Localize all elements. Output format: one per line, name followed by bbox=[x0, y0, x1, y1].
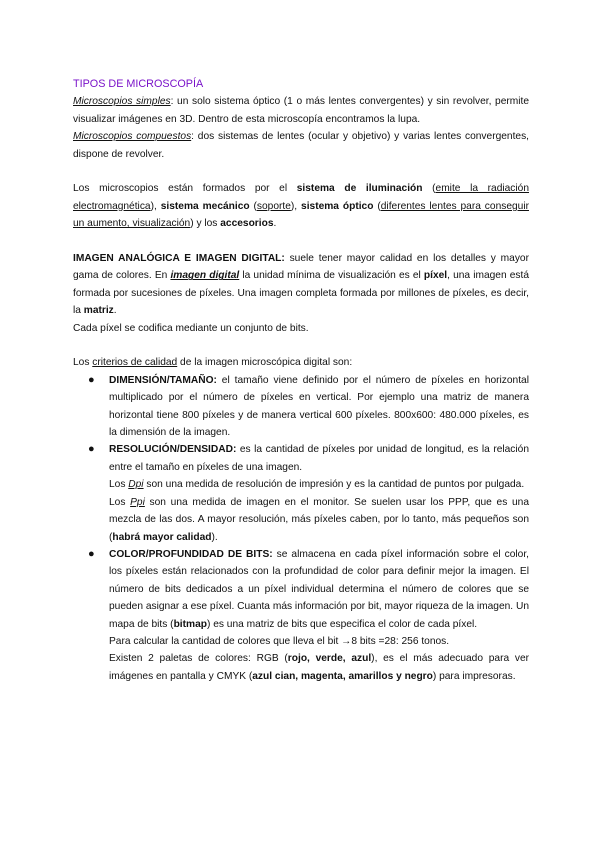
heading-color: COLOR/PROFUNDIDAD DE BITS: bbox=[109, 548, 273, 560]
term-optical-system: sistema óptico bbox=[301, 200, 374, 212]
paragraph-compound-microscopes bbox=[73, 128, 529, 163]
list-item-color bbox=[73, 546, 529, 685]
text: ) para impresoras. bbox=[432, 670, 516, 682]
text: ( bbox=[373, 200, 381, 212]
text: Existen 2 paletas de colores: RGB ( bbox=[109, 653, 288, 665]
paragraph-quality-criteria bbox=[73, 354, 529, 371]
term-dpi: Dpi bbox=[128, 479, 144, 491]
term-digital-image: imagen digital bbox=[170, 270, 240, 282]
paragraph-simple-microscopes bbox=[73, 93, 529, 128]
text: se almacena en cada píxel información sobre el color, los píxeles están relacionados con la profundidad de color para definir mejor la imagen. El número de bits dedicados a un píxel individual determina el número de colores que se pueden asignar a ese píxel. Cuanta más información por bit, mayor riqueza de la imagen. Un mapa de bits ( bbox=[109, 548, 529, 630]
list-item-dimension bbox=[73, 372, 529, 442]
text: Los bbox=[109, 496, 131, 508]
heading-dimension: DIMENSIÓN/TAMAÑO: bbox=[109, 374, 217, 386]
spacer bbox=[73, 233, 529, 250]
text: el tamaño viene definido por el número de píxeles en horizontal multiplicado por el número de píxeles en vertical. Por ejemplo una matriz de manera horizontal tiene 800 píxeles y de manera vertical 600 píxeles. 800x600: 480.000 píxeles, es la dimensión de la imagen. bbox=[109, 374, 529, 439]
text: Los bbox=[73, 357, 93, 369]
page-title: TIPOS DE MICROSCOPÍA bbox=[73, 78, 204, 90]
note-lenses: diferentes lentes para conseguir un aumento, visualización bbox=[73, 200, 529, 230]
text: : un solo sistema óptico (1 o más lentes convergentes) y sin revolver, permite visualizar imágenes en 3D. Dentro de esta microscopía encontramos la lupa. bbox=[73, 96, 529, 125]
bullet-icon: ● bbox=[88, 443, 95, 456]
bullet-icon: ● bbox=[88, 373, 95, 386]
term-simple-microscopes: Microscopios simples bbox=[73, 96, 171, 108]
text-color-calc: Para calcular la cantidad de colores que lleva el bit →8 bits =28: 256 tonos. bbox=[109, 635, 450, 647]
document-content bbox=[73, 76, 529, 685]
term-compound-microscopes: Microscopios compuestos bbox=[73, 131, 192, 143]
text-dimension bbox=[109, 372, 529, 442]
term-accessories: accesorios bbox=[220, 218, 274, 230]
text-color bbox=[109, 546, 529, 633]
list-item-resolution bbox=[73, 441, 529, 545]
text: : dos sistemas de lentes (ocular y objetivo) y varias lentes convergentes, dispone de revolver. bbox=[73, 131, 530, 160]
term-illumination-system: sistema de iluminación bbox=[296, 183, 423, 195]
text: , una imagen está formada por sucesiones de píxeles. Una imagen completa formada por millones de píxeles, es decir, la bbox=[73, 270, 529, 317]
paragraph-pixel-bits: Cada píxel se codifica mediante un conjunto de bits. bbox=[73, 322, 309, 334]
text: ( bbox=[249, 200, 257, 212]
paragraph-components bbox=[73, 180, 529, 232]
term-mechanical-system: sistema mecánico bbox=[160, 200, 250, 212]
note-radiation: emite la radiación electromagnética bbox=[73, 183, 529, 212]
heading-resolution: RESOLUCIÓN/DENSIDAD: bbox=[109, 444, 237, 456]
text-resolution bbox=[109, 441, 529, 476]
term-pixel: píxel bbox=[423, 270, 448, 282]
text: ) es una matriz de bits que especifica el color de cada píxel. bbox=[206, 618, 478, 630]
text: son una medida de resolución de impresión y es la cantidad de puntos por pulgada. bbox=[143, 479, 525, 491]
text-ppi bbox=[109, 494, 529, 546]
text: ), bbox=[290, 200, 302, 212]
text: son una medida de imagen en el monitor. Se suelen usar los PPP, que es una mezcla de las dos. A mayor resolución, más píxeles caben, por lo tanto, más pequeños son ( bbox=[109, 496, 529, 543]
paragraph-analog-digital bbox=[73, 250, 529, 320]
text: ), es el más adecuado para ver imágenes en pantalla y CMYK ( bbox=[109, 653, 530, 682]
text: Los microscopios están formados por el bbox=[73, 183, 297, 195]
text: suele tener mayor calidad en los detalles y mayor gama de colores. En bbox=[73, 253, 529, 282]
term-bitmap: bitmap bbox=[173, 618, 207, 630]
text: . bbox=[113, 305, 117, 317]
text: Los bbox=[109, 479, 129, 491]
text: es la cantidad de píxeles por unidad de longitud, es la relación entre el tamaño en píxeles de una imagen. bbox=[109, 444, 529, 473]
text: ) y los bbox=[190, 218, 221, 230]
bullet-icon: ● bbox=[88, 547, 95, 560]
text: . bbox=[273, 218, 277, 230]
term-cmyk-colors: azul cian, magenta, amarillos y negro bbox=[252, 670, 433, 682]
term-rgb-colors: rojo, verde, azul bbox=[287, 653, 372, 665]
spacer bbox=[73, 337, 529, 354]
term-higher-quality: habrá mayor calidad bbox=[112, 531, 212, 543]
text: ( bbox=[422, 183, 436, 195]
text-dpi bbox=[109, 476, 529, 493]
heading-analog-digital: IMAGEN ANALÓGICA E IMAGEN DIGITAL: bbox=[73, 253, 285, 265]
spacer bbox=[73, 163, 529, 180]
note-support: soporte bbox=[256, 200, 291, 212]
term-quality-criteria: criterios de calidad bbox=[92, 357, 178, 369]
term-ppi: Ppi bbox=[130, 496, 145, 508]
criteria-list bbox=[73, 372, 529, 685]
text: la unidad mínima de visualización es el bbox=[239, 270, 424, 282]
text-palettes bbox=[109, 650, 529, 685]
text: ). bbox=[211, 531, 218, 543]
text: de la imagen microscópica digital son: bbox=[177, 357, 353, 369]
text: ), bbox=[150, 200, 161, 212]
term-matrix: matriz bbox=[83, 305, 114, 317]
